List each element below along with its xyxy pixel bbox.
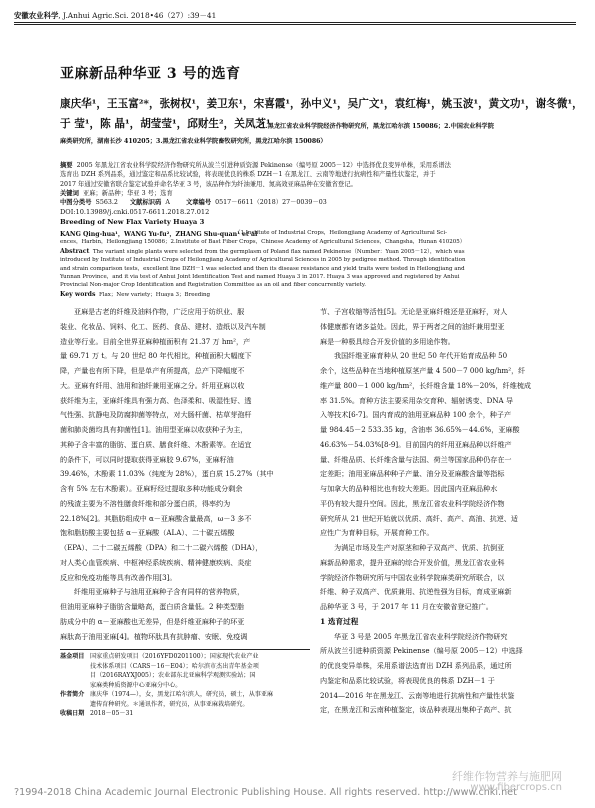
article-number-value: 0517－6611（2018）27－0039－03 [215, 199, 327, 207]
watermark-line-2: www.fibercrops.cn [470, 782, 562, 793]
english-keywords-label: Key words [60, 291, 96, 298]
watermark-line-1: 纤维作物营养与施肥网 [452, 770, 562, 783]
body-line: 麻新品种需求，提升亚麻的综合开发价值，黑龙江省农业科 [320, 557, 505, 567]
body-line: 节、子宫收缩等活性[5]。无论是亚麻纤维还是亚麻籽，对人 [320, 307, 508, 316]
keywords-cn: 亚麻；新品种；华亚 3 号；选育 [82, 189, 173, 197]
english-abstract-line: introduced by Institute of Industrial Crops of Heilongjiang Academy of Agricultural Sciences in 2005 by pedigree method. Through identification [60, 257, 466, 264]
body-line: 对人类心血管疾病、中枢神经系统疾病、精神健康疾病、炎症 [60, 557, 252, 567]
body-line: 应性广为育种目标，开展育种工作。 [320, 528, 434, 538]
author-line-2: 于 莹¹，陈 晶¹，胡莹莹¹，邱财生²，关凤芝¹ [60, 118, 271, 130]
footnote-rule [60, 649, 310, 650]
body-line: 纤维、种子双高产、优质兼用、抗逆性强为目标，育成亚麻新 [320, 587, 512, 597]
body-line: 维产量 800－1 000 kg/hm²，长纤维含量 18%－20%，纤维梳成 [320, 380, 532, 390]
fund-label: 基金项目 [60, 653, 85, 660]
left-column [60, 305, 310, 644]
author-bio-label: 作者简介 [60, 691, 85, 698]
body-line: 平仍有较大提升空间。因此，黑龙江省农业科学院经济作物 [320, 498, 505, 508]
body-line: 降，产量也有所下降，但是单产有所提高，总产下降幅度不 [60, 366, 245, 375]
clc-label: 中图分类号 [60, 199, 92, 207]
affiliation-line-1: （1.黑龙江省农业科学院经济作物研究所，黑龙江哈尔滨 150086；2.中国农业科学院 [255, 123, 494, 130]
body-line: 入等技术[6-7]。国内育成的油用亚麻品种 100 余个，种子产 [320, 410, 512, 420]
body-line: 与加拿大的品种相比也有较大差距。因此国内亚麻品种水 [320, 484, 498, 493]
body-line: 华亚 3 号是 2005 年黑龙江省农业科学院经济作物研究 [334, 631, 508, 641]
doc-code-value: A [165, 199, 170, 207]
running-header [14, 10, 216, 21]
fund-line: 技术体系项目（CARS－16－E04）；哈尔滨市杰出青年基金项 [90, 662, 259, 670]
english-affiliation-2: ences，Harbin，Heilongjiang 150086；2.Institute of Bast Fiber Crops，Chinese Academy of Agricultural Sciences，Changsha，Hunan 410205） [60, 239, 466, 245]
body-line: 体健康都有诸多益处。因此，界于两者之间的油纤兼用型亚 [320, 321, 505, 331]
journal-name: 安徽农业科学 [14, 11, 59, 20]
english-keywords-value: Flax；New variety；Huaya 3；Breeding [98, 292, 211, 298]
doc-code-label: 文献标识码 [129, 199, 162, 207]
header-rule [14, 22, 576, 23]
body-line: 气性强、抗静电及防腐抑菌等特点，对大肠杆菌、枯草芽孢杆 [60, 410, 252, 420]
body-line: 定差距；油用亚麻品种种子产量、油分及亚麻酸含量等指标 [320, 469, 505, 479]
english-abstract-line: Provincial Non-major Crop Identification and Registration Committee as an oil and fiber concurrently variety. [60, 282, 366, 289]
body-line: 造业等行业。目前全世界亚麻种植面积有 21.37 万 hm²，产 [60, 336, 251, 346]
author-bio-line: 康庆华（1974—），女，黑龙江哈尔滨人，研究员，硕士，从事亚麻 [90, 691, 274, 698]
body-line: 研究所从 21 世纪开始就以优质、高纤、高产、高油、抗逆、适 [320, 513, 518, 523]
received-date-value: 2018－05－31 [90, 710, 134, 717]
body-line: 菌和肺炎菌均具有抑菌性[1]。油用型亚麻以收获种子为主， [60, 425, 248, 434]
body-line: 的残渣主要为不溶性膳食纤维和部分蛋白质，得率约为 [60, 498, 231, 508]
body-line: 装业、化妆品、饲料、化工、医药、食品、建材、造纸以及汽车制 [60, 321, 266, 331]
english-abstract-line: The variant single plants were selected from the germplasm of Poland flax named Pekinense（Number：Yuan 2005－12），which was [92, 249, 465, 255]
section-heading: 1 选育过程 [320, 616, 359, 626]
body-line: 麻肽高于油用亚麻[4]。植物环肽具有抗肿瘤、安眠、免疫调 [60, 631, 248, 641]
body-line: 反应和免疫功能等具有改善作用[3]。 [60, 572, 177, 582]
footnote [60, 652, 273, 719]
english-title: Breeding of New Flax Variety Huaya 3 [60, 218, 205, 226]
body-line: 肪成分中的 α－亚麻酸也无差异，但是纤维亚麻种子的环亚 [60, 616, 245, 626]
article-title: 亚麻新品种华亚 3 号的选育 [60, 66, 241, 82]
abstract-cn [60, 161, 451, 207]
doi: DOI:10.13989/j.cnki.0517-6611.2018.27.012 [60, 208, 210, 216]
abstract-cn-line: 选育出 DZH 系列品系，通过鉴定和品系比较试验，将表现优良的株系 DZH－1 在黑龙江、云南等地进行抗病性和产量性状鉴定，并于 [60, 171, 436, 179]
english-authors: KANG Qing-hua¹，WANG Yu-fu²，ZHANG Shu-quan¹ et al [60, 231, 258, 238]
body-line: 其种子含丰富的脂肪、蛋白质、膳食纤维、木酚素等。在适宜 [60, 439, 252, 449]
english-abstract-line: Yunnan Province，and it via test of Anhui Joint Identification Test and named Huaya 3 in 2017. Huaya 3 was approved and registered by Anhui [60, 273, 460, 280]
body-line: 22.18%[2]。其脂肪组成中 α－亚麻酸含量最高，ω－3 多不 [60, 513, 252, 523]
body-line: 量 69.71 万 t。与 20 世纪 80 年代相比，种植面积大幅度下 [60, 351, 252, 361]
fund-line: 家麻类种质资源中心亚麻分中心。 [90, 681, 182, 689]
body-line: 2014—2016 年在黑龙江、云南等地进行抗病性和产量性状鉴 [320, 690, 515, 700]
body-line: 的条件下，可以同时提取获得亚麻胶 9.67%，亚麻籽油 [60, 454, 234, 464]
body-line: 我国纤维亚麻育种从 20 世纪 50 年代开始育成品种 50 [334, 351, 508, 361]
body-line: 率 31.5%。育种方法主要采用杂交育种、辐射诱变、DNA 导 [320, 395, 514, 405]
copyright-footer: ?1994-2018 China Academic Journal Electronic Publishing House. All rights reserved. http://www.cnki.net [14, 787, 517, 798]
author-bio-line: 遗传育种研究。＊通讯作者，研究员，从事亚麻栽培研究。 [90, 700, 249, 708]
body-line: 麻是一种极具综合开发价值的多用途作物。 [320, 336, 455, 346]
body-line: （EPA）、二十二碳五烯酸（DPA）和二十二碳六烯酸（DHA）， [60, 543, 263, 552]
body-line: 亚麻是古老的纤维及油料作物，广泛应用于纺织业、服 [74, 307, 245, 316]
fund-line: 国家重点研发项目（2016YFD0201100）；国家现代农业产业 [90, 653, 259, 660]
body-line: 的优良变异单株，采用系谱法选育出 DZH 系列品系，通过所 [320, 661, 512, 670]
body-line: 所从波兰引进种质资源 Pekinense（编号原 2005－12）中选择 [320, 646, 523, 656]
body-line: 余个，这些品种在当地种植原茎产量 4 500－7 000 kg/hm²，纤 [320, 366, 526, 375]
body-line: 品种华亚 3 号，于 2017 年 11 月在安徽省登记推广。 [320, 602, 493, 611]
abstract-cn-line: 2005 年黑龙江省农业科学院经济作物研究所从波兰引进种质资源 Pekinense（编号原 2005－12）中选择优良变异单株，采用系谱法 [76, 162, 451, 169]
body-line: 量、纤维品质、长纤维含量与法国、荷兰等国家品种仍存在一 [320, 454, 512, 464]
body-line: 饱和脂肪酸主要包括 α－亚麻酸（ALA）、二十碳五烯酸 [60, 528, 235, 538]
abstract-cn-line: 2017 年通过安徽省联合鉴定试验并命名华亚 3 号，该品种作为纤油兼用、氮高效亚麻品种在安徽省登记。 [60, 180, 357, 188]
body-line: 为满足市场及生产对原茎和种子双高产、优质、抗倒亚 [334, 543, 505, 552]
english-abstract-line: and strain comparison tests，excellent line DZH－1 was selected and then its disease resistance and yield traits were tested in Heilongjiang and [60, 265, 465, 272]
article-number-label: 文章编号 [185, 199, 212, 207]
english-affiliation-1: （1.Institute of Industrial Crops，Heilongjiang Academy of Agricultural Sci- [235, 230, 447, 236]
journal-citation: , J.Anhui Agric.Sci. 2018•46（27）:39－41 [58, 11, 217, 20]
body-line: 46.63%－54.03%[8-9]。目前国内的纤用亚麻品种以纤维产 [320, 439, 512, 449]
body-line: 内鉴定和品系比较试验，将表现优良的株系 DZH－1 于 [320, 675, 495, 685]
right-column [320, 305, 572, 718]
body-line: 获纤维为主，亚麻纤维具有强力高、色泽柔和、吸湿性好、透 [60, 395, 252, 405]
fund-line: 目（2016RAYXJ005）；农业部东北亚麻科学观测实验站；国 [90, 672, 256, 679]
body-line: 39.46%，木酚素 11.03%（纯度为 28%），蛋白质 15.27%（其中 [60, 469, 274, 479]
body-line: 学院经济作物研究所与中国农业科学院麻类研究所联合，以 [320, 572, 505, 582]
keywords-label: 关键词 [60, 189, 79, 197]
english-abstract [60, 248, 465, 289]
header-rule-2 [14, 24, 576, 25]
english-keywords [60, 291, 210, 299]
received-date-label: 收稿日期 [60, 710, 85, 717]
author-line-1: 康庆华¹，王玉富²*，张树权¹，姜卫东¹，宋喜霞¹，孙中义¹，吴广文¹，袁红梅¹，姚玉波¹，黄文功¹，谢冬微¹， [60, 98, 583, 110]
affiliation-line-2: 麻类研究所，湖南长沙 410205；3.黑龙江省农业科学院畜牧研究所，黑龙江哈尔滨 150086） [60, 138, 327, 145]
abstract-label: 摘要 [60, 162, 73, 169]
body-line: 含有 5% 左右木酚素）。亚麻籽经过提取多种功能成分剩余 [60, 484, 243, 493]
body-line: 大。亚麻有纤用、油用和油纤兼用亚麻之分。纤用亚麻以收 [60, 380, 245, 390]
site-watermark [452, 771, 562, 793]
english-abstract-label: Abstract [60, 248, 90, 255]
body-line: 定，在黑龙江和云南种植鉴定，该品种表现出集种子高产、抗 [320, 705, 512, 715]
clc-value: S563.2 [95, 199, 118, 207]
body-line: 但油用亚麻种子脂肪含量略高，蛋白质含量低。2 种类型脂 [60, 602, 245, 611]
body-line: 量 984.45－2 533.35 kg，含油率 36.65%－44.6%，亚麻酸 [320, 425, 520, 434]
body-line: 纤维用亚麻种子与油用亚麻种子含有同样的营养物质， [74, 587, 245, 597]
